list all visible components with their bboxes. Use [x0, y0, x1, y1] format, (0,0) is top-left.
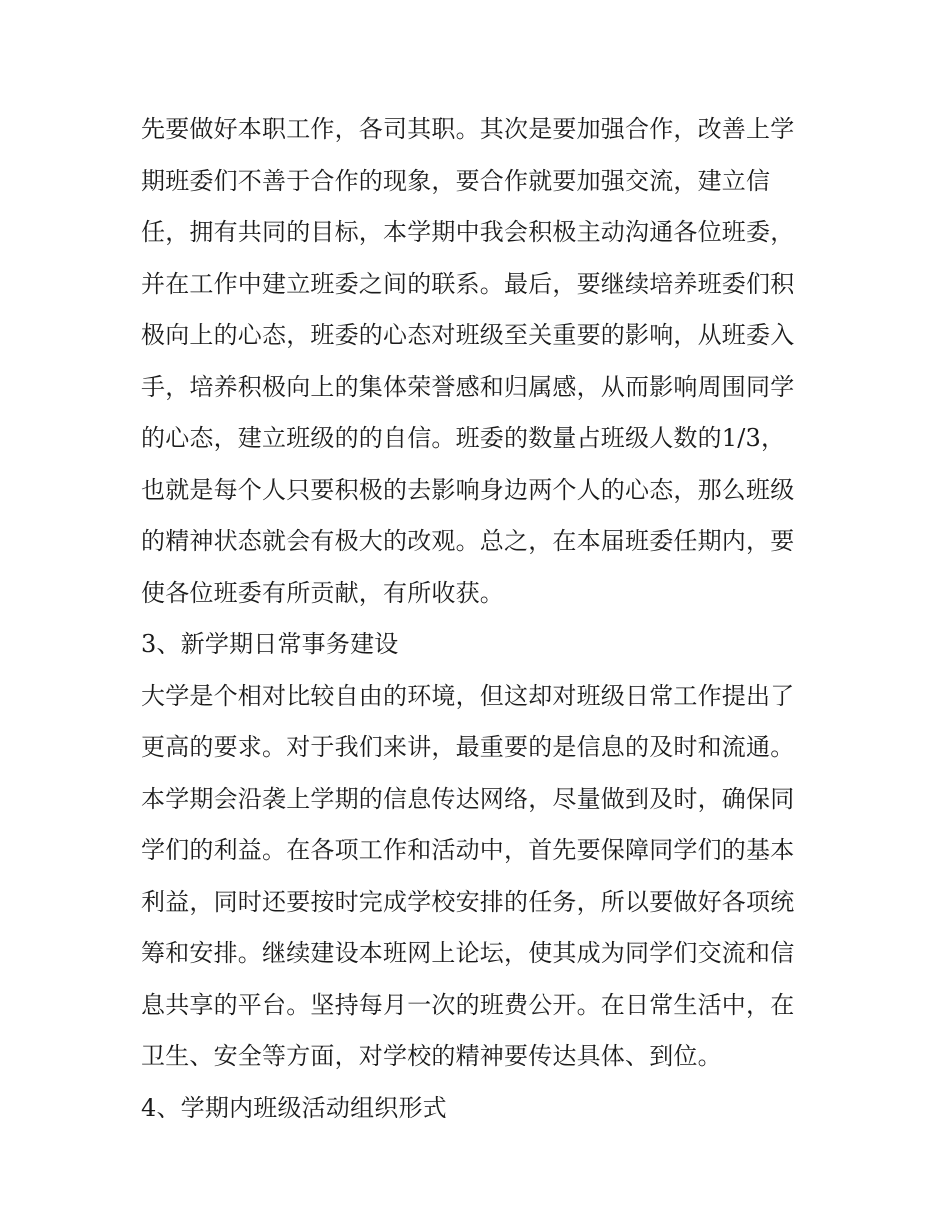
text-line: 利益，同时还要按时完成学校安排的任务，所以要做好各项统 [141, 887, 795, 916]
text-line: 大学是个相对比较自由的环境，但这却对班级日常工作提出了 [141, 681, 795, 710]
text-line: 先要做好本职工作，各司其职。其次是要加强合作，改善上学 [141, 115, 795, 143]
text-line: 手，培养积极向上的集体荣誉感和归属感，从而影响周围同学 [141, 372, 795, 401]
text-line: 的精神状态就会有极大的改观。总之，在本届班委任期内，要 [141, 527, 795, 555]
text-line: 并在工作中建立班委之间的联系。最后，要继续培养班委们积 [141, 269, 795, 298]
text-line: 使各位班委有所贡献，有所收获。 [141, 578, 504, 607]
document-body [141, 104, 821, 1134]
text-line: 息共享的平台。坚持每月一次的班费公开。在日常生活中，在 [141, 990, 795, 1019]
section-heading: 3、新学期日常事务建设 [141, 630, 399, 658]
text-line: 本学期会沿袭上学期的信息传达网络，尽量做到及时，确保同 [141, 784, 795, 813]
text-line: 学们的利益。在各项工作和活动中，首先要保障同学们的基本 [141, 836, 795, 864]
text-line: 期班委们不善于合作的现象，要合作就要加强交流，建立信 [141, 166, 771, 195]
text-line: 更高的要求。对于我们来讲，最重要的是信息的及时和流通。 [141, 733, 795, 761]
text-line: 也就是每个人只要积极的去影响身边两个人的心态，那么班级 [141, 475, 795, 504]
text-line: 筹和安排。继续建设本班网上论坛，使其成为同学们交流和信 [141, 939, 795, 967]
section-heading: 4、学期内班级活动组织形式 [141, 1093, 447, 1122]
text-line: 卫生、安全等方面，对学校的精神要传达具体、到位。 [141, 1042, 722, 1070]
text-line: 的心态，建立班级的的自信。班委的数量占班级人数的1/3， [141, 424, 786, 452]
text-line: 任，拥有共同的目标，本学期中我会积极主动沟通各位班委， [141, 218, 795, 246]
text-line: 极向上的心态，班委的心态对班级至关重要的影响，从班委入 [141, 321, 795, 349]
